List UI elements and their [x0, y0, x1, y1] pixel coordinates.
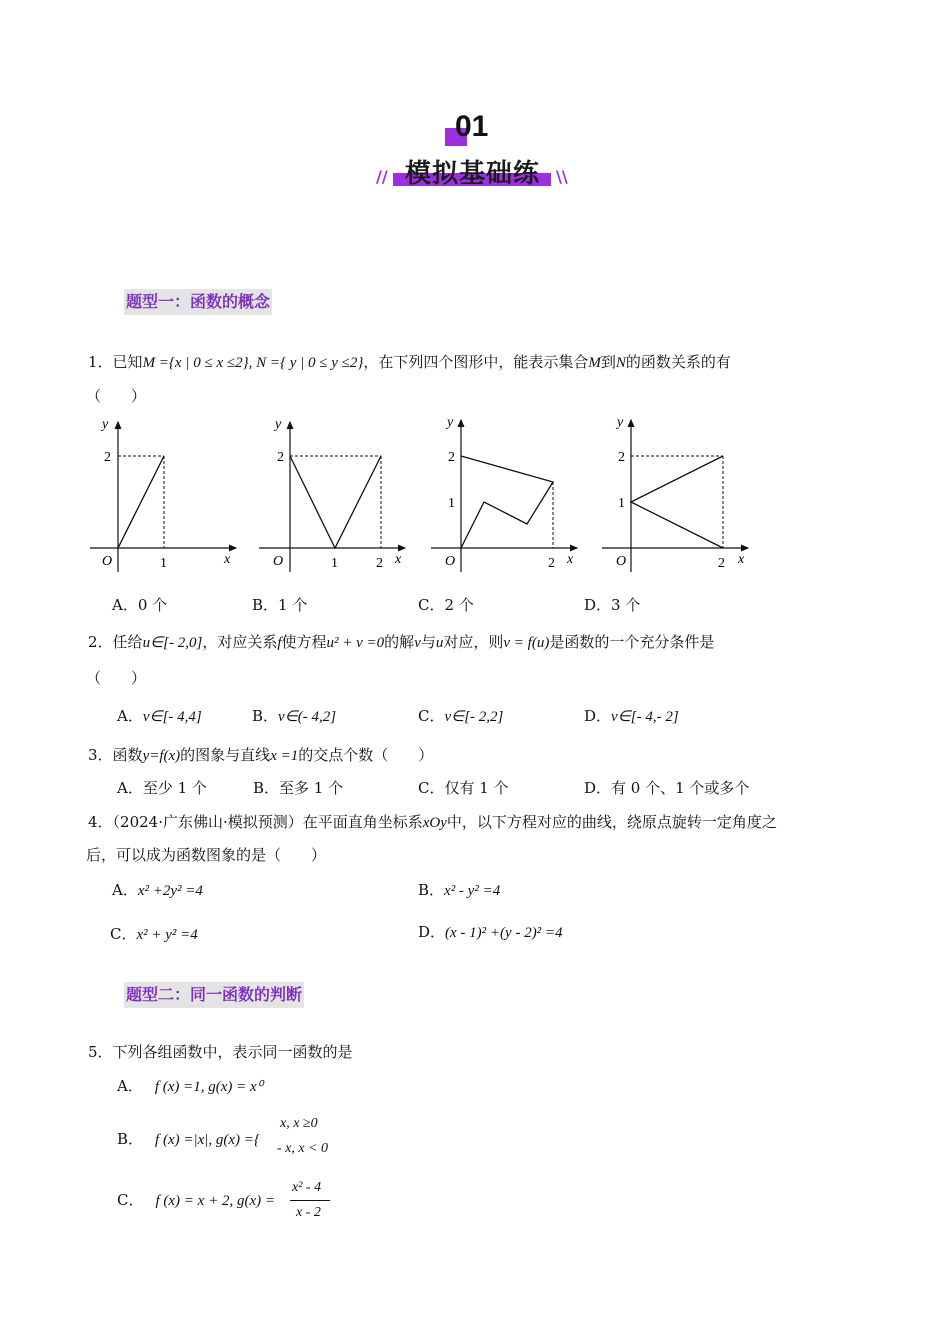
axis-x-label: x	[738, 552, 745, 567]
q3-option-c[interactable]: C．仅有 1 个	[418, 779, 509, 797]
q2-option-c[interactable]: C．v∈[- 2,2]	[418, 707, 504, 725]
q5-option-a[interactable]: A． f (x) =1, g(x) = x⁰	[117, 1077, 263, 1095]
origin-label: O	[445, 554, 456, 569]
question-2-line-1: 2．任给u∈[- 2,0]，对应关系f使方程u² + v =0的解v与u对应，则v = f(u)是函数的一个充分条件是	[88, 633, 715, 651]
tick-label: 1	[618, 496, 625, 511]
axis-x-label: x	[567, 552, 574, 567]
graph-2	[255, 412, 415, 577]
section-heading-1: 题型一：函数的概念	[124, 289, 272, 315]
q5-option-c[interactable]: C． f (x) = x + 2, g(x) =	[117, 1191, 275, 1209]
question-3-line-1: 3．函数y=f(x)的图象与直线x =1的交点个数（ ）	[88, 746, 434, 764]
axis-y-label: y	[447, 415, 454, 430]
tick-label: 1	[331, 556, 338, 571]
section-heading-2: 题型二：同一函数的判断	[124, 982, 304, 1008]
tick-label: 2	[376, 556, 383, 571]
axis-x-label: x	[224, 552, 231, 567]
question-4-line-2: 后，可以成为函数图象的是（ ）	[86, 846, 327, 864]
q4-option-a[interactable]: A．x² +2y² =4	[112, 881, 203, 899]
q4-option-d[interactable]: D．(x - 1)² +(y - 2)² =4	[418, 923, 563, 941]
tick-label: 2	[718, 556, 725, 571]
question-1-paren: （ ）	[86, 387, 147, 405]
q1-option-c[interactable]: C．2 个	[418, 596, 474, 614]
q5-c-numerator: x² - 4	[292, 1180, 322, 1195]
header-number: 01	[455, 110, 489, 143]
question-1-line-1: 1．已知M ={x | 0 ≤ x ≤2}, N ={ y | 0 ≤ y ≤2}，在下列四个图形中，能表示集合M到N的函数关系的有	[88, 353, 731, 371]
origin-label: O	[273, 554, 284, 569]
q4-option-b[interactable]: B．x² - y² =4	[418, 881, 501, 899]
graph-4	[598, 412, 758, 577]
header-right-slashes: \\	[556, 167, 568, 186]
graph-3	[427, 412, 587, 577]
question-number: 2．	[88, 633, 113, 651]
question-2-paren: （ ）	[86, 669, 147, 687]
fraction-bar	[290, 1200, 330, 1201]
q2-option-d[interactable]: D．v∈[- 4,- 2]	[584, 707, 679, 725]
q4-option-c[interactable]: C．x² + y² =4	[110, 925, 198, 943]
tick-label: 2	[104, 450, 111, 465]
q5-b-piece-1: x, x ≥0	[280, 1116, 318, 1131]
axis-y-label: y	[102, 417, 109, 432]
tick-label: 2	[277, 450, 284, 465]
question-number: 4．	[88, 813, 113, 831]
question-number: 5．	[88, 1043, 113, 1061]
tick-label: 2	[448, 450, 455, 465]
q5-b-piece-2: - x, x < 0	[277, 1141, 329, 1156]
tick-label: 1	[448, 496, 455, 511]
question-4-line-1: 4．（2024·广东佛山·模拟预测）在平面直角坐标系xOy中，以下方程对应的曲线，绕原点旋转一定角度之	[88, 813, 777, 831]
q3-option-d[interactable]: D．有 0 个、1 个或多个	[584, 779, 750, 797]
set-formula: M ={x | 0 ≤ x ≤2}, N ={ y | 0 ≤ y ≤2}	[142, 355, 364, 371]
tick-label: 1	[160, 556, 167, 571]
q1-option-d[interactable]: D．3 个	[584, 596, 641, 614]
axis-y-label: y	[617, 415, 624, 430]
tick-label: 2	[548, 556, 555, 571]
origin-label: O	[102, 554, 113, 569]
header-title: 模拟基础练	[405, 159, 541, 189]
header-left-slashes: //	[376, 167, 388, 186]
q2-option-a[interactable]: A．v∈[- 4,4]	[117, 707, 202, 725]
axis-y-label: y	[275, 417, 282, 432]
tick-label: 2	[618, 450, 625, 465]
question-5-line-1: 5．下列各组函数中，表示同一函数的是	[88, 1043, 353, 1061]
q3-option-a[interactable]: A．至少 1 个	[117, 779, 207, 797]
q2-option-b[interactable]: B．v∈(- 4,2]	[252, 707, 337, 725]
q5-option-b[interactable]: B． f (x) =|x|, g(x) ={	[117, 1130, 260, 1148]
q1-option-a[interactable]: A．0 个	[112, 596, 168, 614]
axis-x-label: x	[395, 552, 402, 567]
question-number: 1．	[88, 353, 113, 371]
q3-option-b[interactable]: B．至多 1 个	[253, 779, 344, 797]
origin-label: O	[616, 554, 627, 569]
question-number: 3．	[88, 746, 113, 764]
q5-c-denominator: x - 2	[296, 1205, 321, 1220]
graph-1	[84, 412, 244, 577]
q1-option-b[interactable]: B．1 个	[252, 596, 308, 614]
